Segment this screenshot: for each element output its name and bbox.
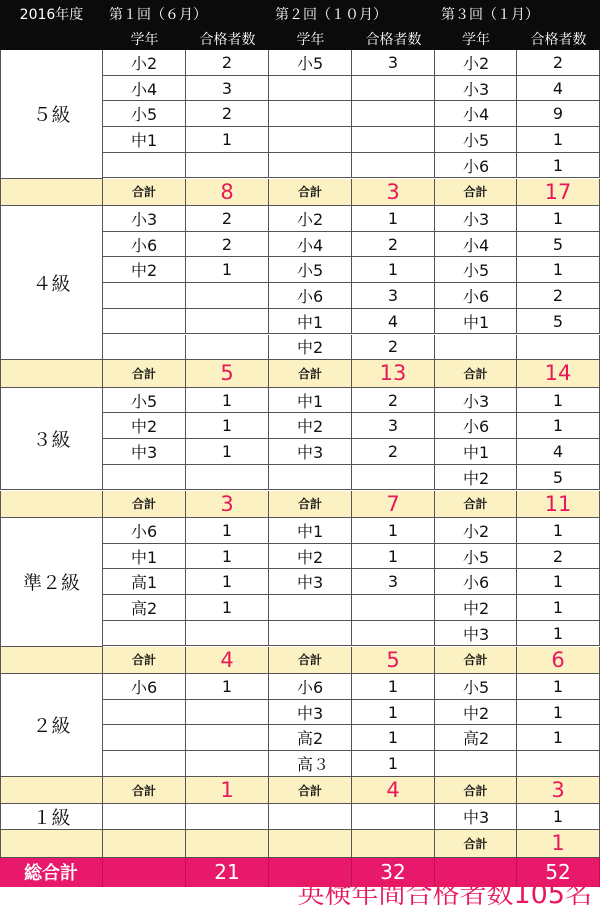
passer-count-cell	[186, 465, 269, 491]
subtotal-label: 合計	[435, 491, 517, 519]
passer-count-cell	[186, 335, 269, 361]
subtotal-label: 合計	[435, 647, 517, 675]
subtotal-label: 合計	[103, 360, 186, 388]
grade-label: ５級	[0, 50, 103, 179]
passer-count-cell: 2	[186, 232, 269, 258]
passer-count-cell: 1	[517, 518, 600, 544]
school-year-cell	[269, 101, 352, 127]
annual-total-caption: 英検年間合格者数105名	[297, 879, 592, 910]
subtotal-label: 合計	[435, 830, 517, 858]
header-grade-2: 学年	[296, 32, 325, 48]
subtotal-value: 7	[352, 491, 435, 519]
school-year-cell: 小2	[269, 206, 352, 232]
header-count-2: 合格者数	[365, 32, 422, 48]
school-year-cell: 中1	[435, 439, 517, 465]
passer-count-cell: 1	[517, 595, 600, 621]
school-year-cell: 小6	[435, 283, 517, 309]
subtotal-value: 17	[517, 179, 600, 207]
school-year-cell	[103, 335, 186, 361]
passer-count-cell: 1	[517, 413, 600, 439]
school-year-cell: 中2	[103, 413, 186, 439]
subtotal-value: 11	[517, 491, 600, 519]
subtotal-row	[0, 360, 600, 388]
passer-count-cell	[186, 804, 269, 830]
school-year-cell: 中1	[435, 309, 517, 335]
subtotal-blank	[0, 777, 103, 805]
subtotal-value: 14	[517, 360, 600, 388]
subtotal-value	[186, 830, 269, 858]
school-year-cell: 小3	[435, 76, 517, 102]
passer-count-cell: 1	[517, 388, 600, 414]
subtotal-row	[0, 647, 600, 675]
passer-count-cell	[352, 101, 435, 127]
school-year-cell: 小4	[103, 76, 186, 102]
subtotal-label: 合計	[103, 777, 186, 805]
passer-count-cell: 4	[517, 439, 600, 465]
header-round-3: 第３回（１月）	[441, 7, 539, 23]
passer-count-cell	[352, 153, 435, 179]
passer-count-cell: 1	[517, 206, 600, 232]
passer-count-cell: 2	[352, 335, 435, 361]
passer-count-cell: 2	[517, 283, 600, 309]
subtotal-label	[103, 830, 186, 858]
passer-count-cell	[186, 153, 269, 179]
subtotal-label: 合計	[269, 777, 352, 805]
passer-count-cell: 3	[352, 283, 435, 309]
passer-count-cell: 1	[517, 569, 600, 595]
passer-count-cell: 4	[352, 309, 435, 335]
passer-count-cell: 1	[352, 674, 435, 700]
passer-count-cell: 1	[517, 257, 600, 283]
subtotal-label: 合計	[103, 491, 186, 519]
subtotal-label: 合計	[103, 179, 186, 207]
school-year-cell	[269, 595, 352, 621]
passer-count-cell: 1	[186, 544, 269, 570]
passer-count-cell: 1	[186, 569, 269, 595]
school-year-cell: 中1	[103, 127, 186, 153]
school-year-cell	[103, 309, 186, 335]
school-year-cell: 小6	[435, 413, 517, 439]
subtotal-row	[0, 491, 600, 519]
header-year: 2016年度	[19, 7, 84, 23]
passer-count-cell: 2	[186, 206, 269, 232]
passer-count-cell	[352, 127, 435, 153]
subtotal-value: 3	[352, 179, 435, 207]
passer-count-cell	[352, 804, 435, 830]
school-year-cell: 中2	[435, 700, 517, 726]
passer-count-cell: 2	[352, 388, 435, 414]
passer-count-cell: 3	[352, 50, 435, 76]
passer-count-cell: 2	[517, 50, 600, 76]
passer-count-cell: 1	[186, 127, 269, 153]
school-year-cell: 小5	[103, 101, 186, 127]
passer-count-cell: 1	[352, 725, 435, 751]
passer-count-cell: 5	[517, 232, 600, 258]
subtotal-value: 5	[352, 647, 435, 675]
subtotal-row	[0, 830, 600, 858]
passer-count-cell: 1	[352, 257, 435, 283]
table-subheader	[0, 28, 600, 50]
subtotal-value: 1	[517, 830, 600, 858]
school-year-cell: 中1	[269, 309, 352, 335]
grand-total-value: 32	[352, 858, 435, 887]
school-year-cell	[435, 335, 517, 361]
subtotal-blank	[0, 647, 103, 675]
header-grade-1: 学年	[130, 32, 159, 48]
header-round-1: 第１回（６月）	[109, 7, 207, 23]
subtotal-label: 合計	[103, 647, 186, 675]
passer-count-cell: 3	[352, 569, 435, 595]
school-year-cell: 小4	[269, 232, 352, 258]
school-year-cell	[269, 465, 352, 491]
school-year-cell	[269, 621, 352, 647]
passer-count-cell: 1	[517, 700, 600, 726]
school-year-cell: 小6	[435, 569, 517, 595]
passer-count-cell	[517, 751, 600, 777]
passer-count-cell: 1	[517, 725, 600, 751]
subtotal-value: 3	[186, 491, 269, 519]
school-year-cell	[103, 725, 186, 751]
subtotal-blank	[0, 491, 103, 519]
subtotal-row	[0, 777, 600, 805]
passer-count-cell: 1	[352, 700, 435, 726]
subtotal-label: 合計	[269, 491, 352, 519]
school-year-cell: 高2	[435, 725, 517, 751]
school-year-cell	[269, 153, 352, 179]
passer-count-cell	[517, 335, 600, 361]
school-year-cell: 中2	[269, 335, 352, 361]
school-year-cell: 小6	[269, 283, 352, 309]
school-year-cell	[103, 804, 186, 830]
subtotal-value: 8	[186, 179, 269, 207]
subtotal-row	[0, 179, 600, 207]
school-year-cell	[103, 751, 186, 777]
subtotal-label: 合計	[435, 179, 517, 207]
subtotal-blank	[0, 360, 103, 388]
passer-count-cell: 5	[517, 465, 600, 491]
passer-count-cell: 4	[517, 76, 600, 102]
school-year-cell	[435, 751, 517, 777]
subtotal-label: 合計	[269, 179, 352, 207]
passer-count-cell: 1	[352, 544, 435, 570]
passer-count-cell: 1	[352, 751, 435, 777]
passer-count-cell	[186, 621, 269, 647]
school-year-cell: 高2	[269, 725, 352, 751]
subtotal-value: 4	[186, 647, 269, 675]
grade-label: １級	[0, 804, 103, 830]
school-year-cell: 小5	[269, 257, 352, 283]
passer-count-cell: 2	[186, 101, 269, 127]
subtotal-value: 1	[186, 777, 269, 805]
passer-count-cell: 1	[186, 518, 269, 544]
school-year-cell: 小5	[435, 544, 517, 570]
subtotal-blank	[0, 179, 103, 207]
passer-count-cell	[186, 751, 269, 777]
grade-label: ２級	[0, 674, 103, 777]
passer-count-cell: 1	[186, 257, 269, 283]
table-header	[0, 0, 600, 28]
school-year-cell: 高1	[103, 569, 186, 595]
school-year-cell: 小2	[103, 50, 186, 76]
header-count-3: 合格者数	[530, 32, 587, 48]
passer-count-cell	[352, 465, 435, 491]
school-year-cell: 中1	[269, 388, 352, 414]
school-year-cell: 小6	[269, 674, 352, 700]
subtotal-label	[269, 830, 352, 858]
school-year-cell: 中2	[435, 465, 517, 491]
passer-count-cell: 1	[517, 621, 600, 647]
passer-count-cell: 1	[517, 127, 600, 153]
passer-count-cell: 1	[517, 153, 600, 179]
school-year-cell	[103, 153, 186, 179]
grade-label: ３級	[0, 388, 103, 491]
passer-count-cell: 1	[186, 439, 269, 465]
school-year-cell: 小6	[103, 232, 186, 258]
school-year-cell: 小4	[435, 101, 517, 127]
school-year-cell: 小6	[435, 153, 517, 179]
school-year-cell: 中3	[269, 700, 352, 726]
subtotal-blank	[0, 830, 103, 858]
school-year-cell	[103, 465, 186, 491]
subtotal-value: 6	[517, 647, 600, 675]
passer-count-cell: 2	[352, 439, 435, 465]
school-year-cell: 小5	[103, 388, 186, 414]
subtotal-label: 合計	[435, 360, 517, 388]
subtotal-value: 3	[517, 777, 600, 805]
school-year-cell: 小3	[435, 388, 517, 414]
subtotal-value: 5	[186, 360, 269, 388]
subtotal-label: 合計	[269, 647, 352, 675]
passer-count-cell	[186, 725, 269, 751]
passer-count-cell	[352, 595, 435, 621]
grade-label: 準２級	[0, 518, 103, 647]
passer-count-cell: 1	[186, 595, 269, 621]
school-year-cell: 中2	[103, 257, 186, 283]
subtotal-value: 13	[352, 360, 435, 388]
school-year-cell: 小6	[103, 674, 186, 700]
passer-count-cell: 1	[186, 674, 269, 700]
passer-count-cell: 1	[186, 388, 269, 414]
school-year-cell: 小3	[103, 206, 186, 232]
school-year-cell: 中1	[103, 544, 186, 570]
school-year-cell: 中3	[435, 621, 517, 647]
passer-count-cell: 1	[352, 206, 435, 232]
subtotal-value: 4	[352, 777, 435, 805]
school-year-cell	[269, 127, 352, 153]
grand-total-value: 21	[186, 858, 269, 887]
school-year-cell: 小5	[269, 50, 352, 76]
school-year-cell: 中3	[103, 439, 186, 465]
passer-count-cell	[352, 621, 435, 647]
subtotal-label: 合計	[435, 777, 517, 805]
school-year-cell: 中3	[435, 804, 517, 830]
grand-total-value: 52	[517, 858, 600, 887]
school-year-cell	[103, 621, 186, 647]
header-grade-3: 学年	[462, 32, 490, 48]
school-year-cell	[103, 700, 186, 726]
passer-count-cell	[186, 309, 269, 335]
passer-count-cell: 9	[517, 101, 600, 127]
passer-count-cell	[186, 283, 269, 309]
school-year-cell: 小5	[435, 257, 517, 283]
school-year-cell: 中3	[269, 439, 352, 465]
school-year-cell: 中3	[269, 569, 352, 595]
subtotal-value	[352, 830, 435, 858]
passer-count-cell	[352, 76, 435, 102]
subtotal-label: 合計	[269, 360, 352, 388]
school-year-cell: 高３	[269, 751, 352, 777]
school-year-cell	[269, 804, 352, 830]
grand-total-label: 総合計	[0, 858, 103, 887]
passer-count-cell: 3	[352, 413, 435, 439]
passer-count-cell: 1	[517, 804, 600, 830]
school-year-cell: 小4	[435, 232, 517, 258]
passer-count-cell: 2	[352, 232, 435, 258]
school-year-cell: 小5	[435, 127, 517, 153]
school-year-cell: 小5	[435, 674, 517, 700]
school-year-cell: 小2	[435, 50, 517, 76]
school-year-cell: 中2	[269, 544, 352, 570]
passer-count-cell	[186, 700, 269, 726]
passer-count-cell: 2	[186, 50, 269, 76]
school-year-cell: 小3	[435, 206, 517, 232]
passer-count-cell: 1	[517, 674, 600, 700]
school-year-cell	[103, 283, 186, 309]
passer-count-cell: 2	[517, 544, 600, 570]
header-round-2: 第２回（１０月）	[275, 7, 387, 23]
school-year-cell	[269, 76, 352, 102]
grade-label: ４級	[0, 206, 103, 360]
passer-count-cell: 1	[186, 413, 269, 439]
header-count-1: 合格者数	[199, 32, 256, 48]
passer-count-cell: 3	[186, 76, 269, 102]
passer-count-cell: 1	[352, 518, 435, 544]
grand-total-blank	[103, 858, 186, 887]
school-year-cell: 小6	[103, 518, 186, 544]
school-year-cell: 高2	[103, 595, 186, 621]
school-year-cell: 小2	[435, 518, 517, 544]
school-year-cell: 中1	[269, 518, 352, 544]
school-year-cell: 中2	[269, 413, 352, 439]
passer-count-cell: 5	[517, 309, 600, 335]
school-year-cell: 中2	[435, 595, 517, 621]
